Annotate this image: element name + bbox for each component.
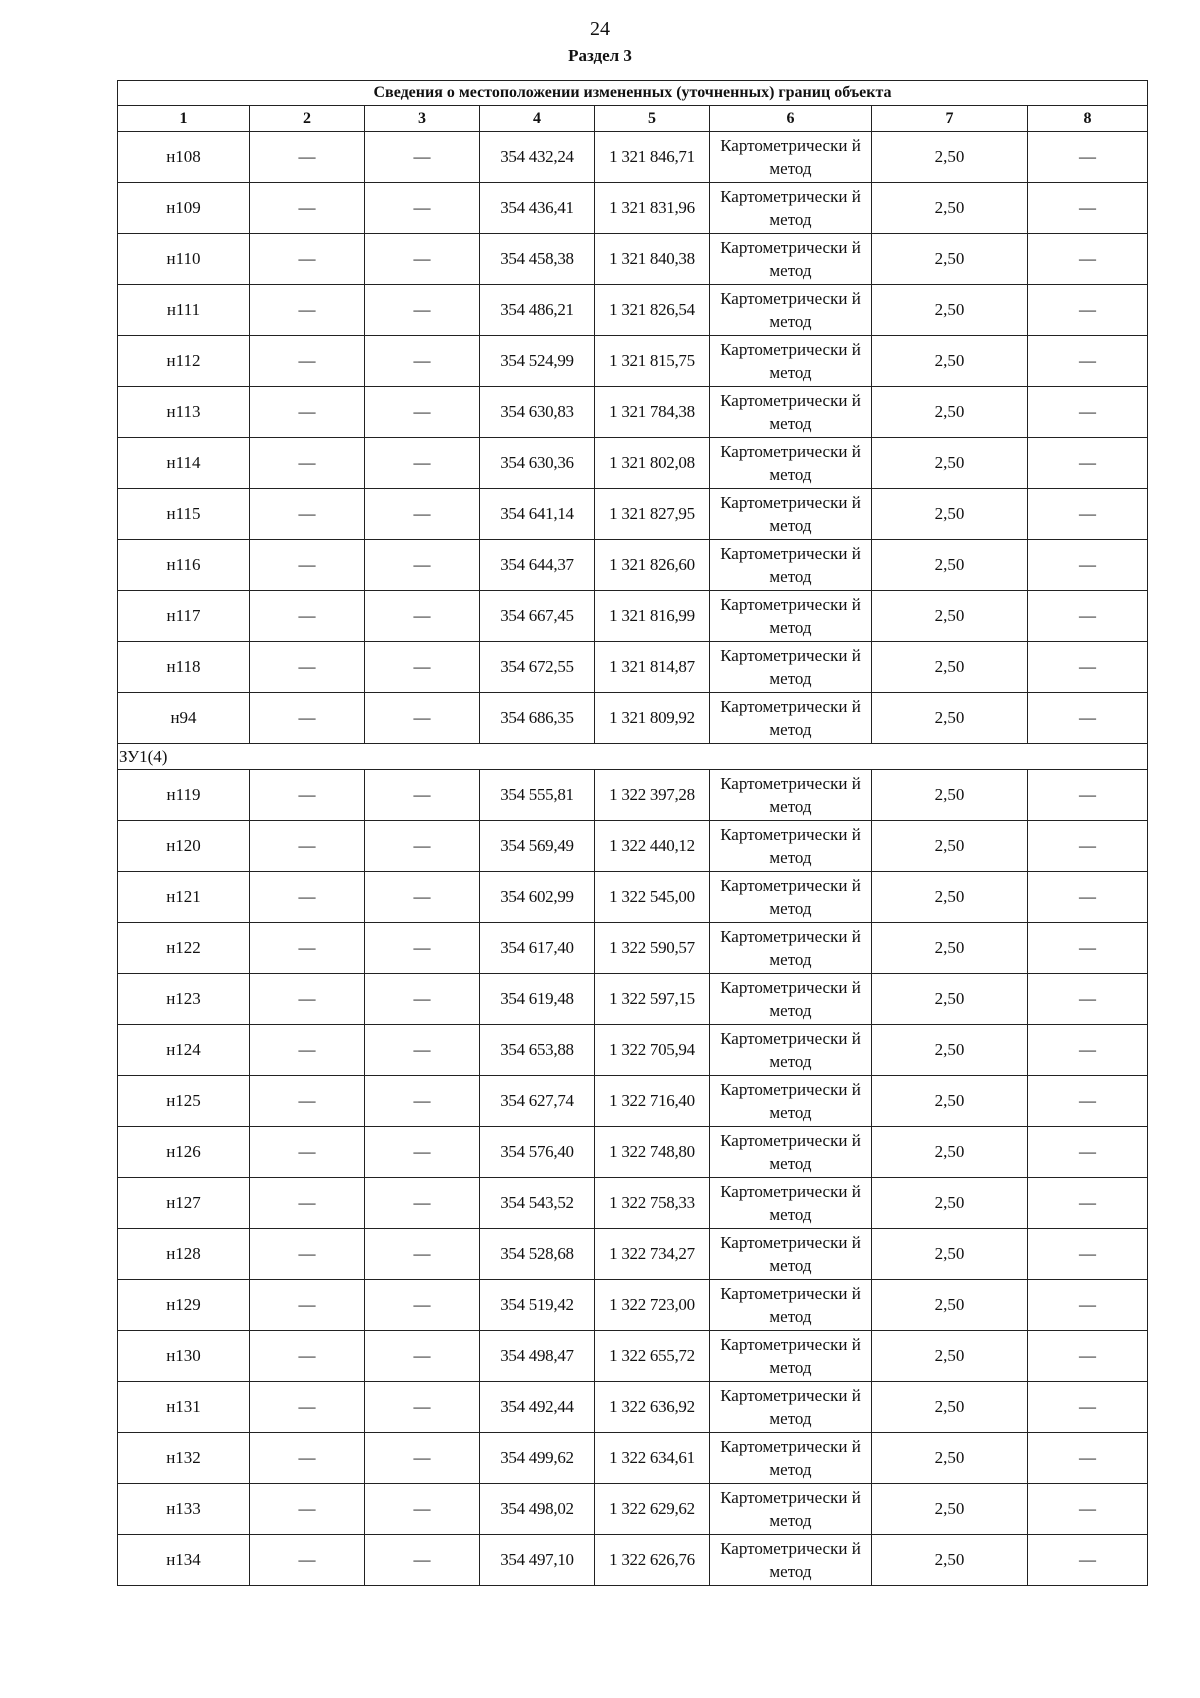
table-row <box>118 872 1148 923</box>
point-cell: н120 <box>118 821 250 872</box>
x-coordinate-cell: 354 555,81 <box>480 770 595 821</box>
y-coordinate-cell: 1 322 440,12 <box>595 821 710 872</box>
column-2-cell: — <box>250 872 365 923</box>
accuracy-cell: 2,50 <box>872 1229 1028 1280</box>
column-2-cell: — <box>250 1433 365 1484</box>
column-2-cell: — <box>250 489 365 540</box>
table-row <box>118 974 1148 1025</box>
accuracy-cell: 2,50 <box>872 1535 1028 1586</box>
x-coordinate-cell: 354 576,40 <box>480 1127 595 1178</box>
table-row <box>118 821 1148 872</box>
column-2-cell: — <box>250 591 365 642</box>
point-cell: н115 <box>118 489 250 540</box>
column-2-cell: — <box>250 1280 365 1331</box>
method-cell: Картометрически й метод <box>710 1382 872 1433</box>
x-coordinate-cell: 354 499,62 <box>480 1433 595 1484</box>
x-coordinate-cell: 354 653,88 <box>480 1025 595 1076</box>
column-2-cell: — <box>250 1331 365 1382</box>
point-cell: н122 <box>118 923 250 974</box>
point-cell: н110 <box>118 234 250 285</box>
table-body <box>118 132 1148 1586</box>
column-3-cell: — <box>365 489 480 540</box>
table-row <box>118 642 1148 693</box>
column-8-cell: — <box>1028 1076 1148 1127</box>
point-cell: н124 <box>118 1025 250 1076</box>
method-cell: Картометрически й метод <box>710 285 872 336</box>
accuracy-cell: 2,50 <box>872 1178 1028 1229</box>
group-label: ЗУ1(4) <box>118 744 1148 770</box>
column-3-cell: — <box>365 1229 480 1280</box>
column-8-cell: — <box>1028 1382 1148 1433</box>
y-coordinate-cell: 1 322 629,62 <box>595 1484 710 1535</box>
y-coordinate-cell: 1 322 626,76 <box>595 1535 710 1586</box>
column-2-cell: — <box>250 540 365 591</box>
column-2-cell: — <box>250 923 365 974</box>
method-cell: Картометрически й метод <box>710 821 872 872</box>
column-8-cell: — <box>1028 821 1148 872</box>
point-cell: н125 <box>118 1076 250 1127</box>
point-cell: н128 <box>118 1229 250 1280</box>
column-8-cell: — <box>1028 974 1148 1025</box>
method-cell: Картометрически й метод <box>710 183 872 234</box>
x-coordinate-cell: 354 617,40 <box>480 923 595 974</box>
column-2-cell: — <box>250 387 365 438</box>
accuracy-cell: 2,50 <box>872 923 1028 974</box>
y-coordinate-cell: 1 322 397,28 <box>595 770 710 821</box>
point-cell: н108 <box>118 132 250 183</box>
accuracy-cell: 2,50 <box>872 1127 1028 1178</box>
column-8-cell: — <box>1028 1229 1148 1280</box>
accuracy-cell: 2,50 <box>872 336 1028 387</box>
y-coordinate-cell: 1 321 827,95 <box>595 489 710 540</box>
table-row <box>118 1127 1148 1178</box>
y-coordinate-cell: 1 322 545,00 <box>595 872 710 923</box>
x-coordinate-cell: 354 498,47 <box>480 1331 595 1382</box>
table-row <box>118 489 1148 540</box>
table-row <box>118 1484 1148 1535</box>
column-number: 1 <box>118 106 250 132</box>
table-row <box>118 1331 1148 1382</box>
table-row <box>118 770 1148 821</box>
x-coordinate-cell: 354 686,35 <box>480 693 595 744</box>
x-coordinate-cell: 354 432,24 <box>480 132 595 183</box>
table-row <box>118 438 1148 489</box>
point-cell: н133 <box>118 1484 250 1535</box>
accuracy-cell: 2,50 <box>872 872 1028 923</box>
column-2-cell: — <box>250 1076 365 1127</box>
column-2-cell: — <box>250 1229 365 1280</box>
column-8-cell: — <box>1028 1535 1148 1586</box>
accuracy-cell: 2,50 <box>872 642 1028 693</box>
y-coordinate-cell: 1 321 784,38 <box>595 387 710 438</box>
point-cell: н111 <box>118 285 250 336</box>
column-3-cell: — <box>365 285 480 336</box>
accuracy-cell: 2,50 <box>872 770 1028 821</box>
point-cell: н117 <box>118 591 250 642</box>
column-3-cell: — <box>365 1484 480 1535</box>
table-caption: Сведения о местоположении измененных (уточненных) границ объекта <box>118 81 1148 106</box>
x-coordinate-cell: 354 524,99 <box>480 336 595 387</box>
column-2-cell: — <box>250 1535 365 1586</box>
column-2-cell: — <box>250 1484 365 1535</box>
y-coordinate-cell: 1 322 734,27 <box>595 1229 710 1280</box>
accuracy-cell: 2,50 <box>872 1484 1028 1535</box>
column-2-cell: — <box>250 821 365 872</box>
method-cell: Картометрически й метод <box>710 1484 872 1535</box>
column-3-cell: — <box>365 923 480 974</box>
x-coordinate-cell: 354 497,10 <box>480 1535 595 1586</box>
method-cell: Картометрически й метод <box>710 591 872 642</box>
y-coordinate-cell: 1 321 846,71 <box>595 132 710 183</box>
y-coordinate-cell: 1 321 802,08 <box>595 438 710 489</box>
y-coordinate-cell: 1 322 723,00 <box>595 1280 710 1331</box>
x-coordinate-cell: 354 672,55 <box>480 642 595 693</box>
y-coordinate-cell: 1 321 840,38 <box>595 234 710 285</box>
y-coordinate-cell: 1 321 809,92 <box>595 693 710 744</box>
column-2-cell: — <box>250 642 365 693</box>
column-8-cell: — <box>1028 591 1148 642</box>
point-cell: н130 <box>118 1331 250 1382</box>
column-3-cell: — <box>365 770 480 821</box>
page-number: 24 <box>590 18 610 40</box>
y-coordinate-cell: 1 322 716,40 <box>595 1076 710 1127</box>
method-cell: Картометрически й метод <box>710 642 872 693</box>
table-row <box>118 1382 1148 1433</box>
x-coordinate-cell: 354 486,21 <box>480 285 595 336</box>
column-3-cell: — <box>365 821 480 872</box>
x-coordinate-cell: 354 619,48 <box>480 974 595 1025</box>
column-3-cell: — <box>365 1331 480 1382</box>
column-2-cell: — <box>250 974 365 1025</box>
point-cell: н116 <box>118 540 250 591</box>
column-number: 8 <box>1028 106 1148 132</box>
method-cell: Картометрически й метод <box>710 336 872 387</box>
point-cell: н113 <box>118 387 250 438</box>
column-number: 3 <box>365 106 480 132</box>
column-8-cell: — <box>1028 540 1148 591</box>
x-coordinate-cell: 354 519,42 <box>480 1280 595 1331</box>
x-coordinate-cell: 354 569,49 <box>480 821 595 872</box>
column-3-cell: — <box>365 872 480 923</box>
y-coordinate-cell: 1 322 758,33 <box>595 1178 710 1229</box>
column-8-cell: — <box>1028 438 1148 489</box>
column-2-cell: — <box>250 770 365 821</box>
point-cell: н112 <box>118 336 250 387</box>
column-3-cell: — <box>365 974 480 1025</box>
column-3-cell: — <box>365 540 480 591</box>
column-3-cell: — <box>365 1025 480 1076</box>
point-cell: н134 <box>118 1535 250 1586</box>
table-row <box>118 285 1148 336</box>
point-cell: н119 <box>118 770 250 821</box>
table-row <box>118 183 1148 234</box>
column-3-cell: — <box>365 1535 480 1586</box>
table-row <box>118 1535 1148 1586</box>
accuracy-cell: 2,50 <box>872 1076 1028 1127</box>
column-8-cell: — <box>1028 770 1148 821</box>
column-number-row <box>118 106 1148 132</box>
column-2-cell: — <box>250 132 365 183</box>
x-coordinate-cell: 354 627,74 <box>480 1076 595 1127</box>
method-cell: Картометрически й метод <box>710 1076 872 1127</box>
column-8-cell: — <box>1028 1331 1148 1382</box>
method-cell: Картометрически й метод <box>710 1535 872 1586</box>
method-cell: Картометрически й метод <box>710 387 872 438</box>
column-3-cell: — <box>365 591 480 642</box>
column-3-cell: — <box>365 183 480 234</box>
column-8-cell: — <box>1028 285 1148 336</box>
x-coordinate-cell: 354 667,45 <box>480 591 595 642</box>
accuracy-cell: 2,50 <box>872 387 1028 438</box>
column-3-cell: — <box>365 132 480 183</box>
column-3-cell: — <box>365 438 480 489</box>
method-cell: Картометрически й метод <box>710 872 872 923</box>
column-8-cell: — <box>1028 872 1148 923</box>
accuracy-cell: 2,50 <box>872 540 1028 591</box>
column-8-cell: — <box>1028 1484 1148 1535</box>
column-2-cell: — <box>250 1025 365 1076</box>
x-coordinate-cell: 354 528,68 <box>480 1229 595 1280</box>
y-coordinate-cell: 1 322 655,72 <box>595 1331 710 1382</box>
column-8-cell: — <box>1028 1433 1148 1484</box>
y-coordinate-cell: 1 322 748,80 <box>595 1127 710 1178</box>
column-3-cell: — <box>365 387 480 438</box>
table-row <box>118 234 1148 285</box>
accuracy-cell: 2,50 <box>872 1025 1028 1076</box>
accuracy-cell: 2,50 <box>872 489 1028 540</box>
accuracy-cell: 2,50 <box>872 285 1028 336</box>
table-row <box>118 1280 1148 1331</box>
method-cell: Картометрически й метод <box>710 1331 872 1382</box>
column-2-cell: — <box>250 1382 365 1433</box>
column-8-cell: — <box>1028 923 1148 974</box>
y-coordinate-cell: 1 322 597,15 <box>595 974 710 1025</box>
accuracy-cell: 2,50 <box>872 132 1028 183</box>
table-row <box>118 923 1148 974</box>
column-number: 2 <box>250 106 365 132</box>
x-coordinate-cell: 354 644,37 <box>480 540 595 591</box>
method-cell: Картометрически й метод <box>710 540 872 591</box>
column-2-cell: — <box>250 285 365 336</box>
x-coordinate-cell: 354 498,02 <box>480 1484 595 1535</box>
column-3-cell: — <box>365 1127 480 1178</box>
x-coordinate-cell: 354 641,14 <box>480 489 595 540</box>
accuracy-cell: 2,50 <box>872 438 1028 489</box>
column-3-cell: — <box>365 693 480 744</box>
accuracy-cell: 2,50 <box>872 974 1028 1025</box>
column-3-cell: — <box>365 1433 480 1484</box>
table-row <box>118 693 1148 744</box>
column-8-cell: — <box>1028 132 1148 183</box>
column-3-cell: — <box>365 1178 480 1229</box>
y-coordinate-cell: 1 321 814,87 <box>595 642 710 693</box>
column-3-cell: — <box>365 1076 480 1127</box>
accuracy-cell: 2,50 <box>872 183 1028 234</box>
column-3-cell: — <box>365 234 480 285</box>
coordinates-table <box>117 80 1148 1586</box>
point-cell: н127 <box>118 1178 250 1229</box>
method-cell: Картометрически й метод <box>710 974 872 1025</box>
y-coordinate-cell: 1 321 816,99 <box>595 591 710 642</box>
x-coordinate-cell: 354 492,44 <box>480 1382 595 1433</box>
x-coordinate-cell: 354 543,52 <box>480 1178 595 1229</box>
column-8-cell: — <box>1028 1127 1148 1178</box>
method-cell: Картометрически й метод <box>710 234 872 285</box>
point-cell: н109 <box>118 183 250 234</box>
column-2-cell: — <box>250 1178 365 1229</box>
point-cell: н94 <box>118 693 250 744</box>
column-2-cell: — <box>250 438 365 489</box>
point-cell: н118 <box>118 642 250 693</box>
column-2-cell: — <box>250 336 365 387</box>
x-coordinate-cell: 354 436,41 <box>480 183 595 234</box>
column-8-cell: — <box>1028 336 1148 387</box>
point-cell: н129 <box>118 1280 250 1331</box>
accuracy-cell: 2,50 <box>872 693 1028 744</box>
table-row <box>118 1025 1148 1076</box>
table-row <box>118 132 1148 183</box>
point-cell: н123 <box>118 974 250 1025</box>
table-row <box>118 387 1148 438</box>
point-cell: н114 <box>118 438 250 489</box>
method-cell: Картометрически й метод <box>710 923 872 974</box>
group-row <box>118 744 1148 770</box>
method-cell: Картометрически й метод <box>710 1025 872 1076</box>
method-cell: Картометрически й метод <box>710 1280 872 1331</box>
method-cell: Картометрически й метод <box>710 1178 872 1229</box>
x-coordinate-cell: 354 602,99 <box>480 872 595 923</box>
column-number: 6 <box>710 106 872 132</box>
method-cell: Картометрически й метод <box>710 1229 872 1280</box>
table-row <box>118 540 1148 591</box>
column-number: 7 <box>872 106 1028 132</box>
table-row <box>118 1178 1148 1229</box>
column-8-cell: — <box>1028 234 1148 285</box>
column-8-cell: — <box>1028 387 1148 438</box>
y-coordinate-cell: 1 321 815,75 <box>595 336 710 387</box>
column-3-cell: — <box>365 1280 480 1331</box>
table-row <box>118 336 1148 387</box>
column-3-cell: — <box>365 336 480 387</box>
table-row <box>118 1229 1148 1280</box>
column-8-cell: — <box>1028 642 1148 693</box>
method-cell: Картометрически й метод <box>710 1127 872 1178</box>
column-2-cell: — <box>250 1127 365 1178</box>
column-3-cell: — <box>365 642 480 693</box>
point-cell: н121 <box>118 872 250 923</box>
point-cell: н132 <box>118 1433 250 1484</box>
accuracy-cell: 2,50 <box>872 821 1028 872</box>
y-coordinate-cell: 1 322 590,57 <box>595 923 710 974</box>
table-row <box>118 1433 1148 1484</box>
method-cell: Картометрически й метод <box>710 132 872 183</box>
column-8-cell: — <box>1028 1025 1148 1076</box>
table-row <box>118 591 1148 642</box>
accuracy-cell: 2,50 <box>872 234 1028 285</box>
column-8-cell: — <box>1028 183 1148 234</box>
accuracy-cell: 2,50 <box>872 1433 1028 1484</box>
y-coordinate-cell: 1 321 826,54 <box>595 285 710 336</box>
method-cell: Картометрически й метод <box>710 770 872 821</box>
method-cell: Картометрически й метод <box>710 1433 872 1484</box>
column-2-cell: — <box>250 693 365 744</box>
column-3-cell: — <box>365 1382 480 1433</box>
column-8-cell: — <box>1028 1280 1148 1331</box>
section-title: Раздел 3 <box>568 46 632 65</box>
y-coordinate-cell: 1 321 831,96 <box>595 183 710 234</box>
point-cell: н131 <box>118 1382 250 1433</box>
accuracy-cell: 2,50 <box>872 1382 1028 1433</box>
y-coordinate-cell: 1 322 634,61 <box>595 1433 710 1484</box>
y-coordinate-cell: 1 322 705,94 <box>595 1025 710 1076</box>
x-coordinate-cell: 354 630,36 <box>480 438 595 489</box>
column-number: 4 <box>480 106 595 132</box>
point-cell: н126 <box>118 1127 250 1178</box>
column-8-cell: — <box>1028 489 1148 540</box>
method-cell: Картометрически й метод <box>710 489 872 540</box>
y-coordinate-cell: 1 322 636,92 <box>595 1382 710 1433</box>
y-coordinate-cell: 1 321 826,60 <box>595 540 710 591</box>
column-number: 5 <box>595 106 710 132</box>
column-2-cell: — <box>250 234 365 285</box>
column-8-cell: — <box>1028 693 1148 744</box>
accuracy-cell: 2,50 <box>872 591 1028 642</box>
column-8-cell: — <box>1028 1178 1148 1229</box>
table-row <box>118 1076 1148 1127</box>
method-cell: Картометрически й метод <box>710 438 872 489</box>
accuracy-cell: 2,50 <box>872 1331 1028 1382</box>
x-coordinate-cell: 354 458,38 <box>480 234 595 285</box>
x-coordinate-cell: 354 630,83 <box>480 387 595 438</box>
accuracy-cell: 2,50 <box>872 1280 1028 1331</box>
column-2-cell: — <box>250 183 365 234</box>
method-cell: Картометрически й метод <box>710 693 872 744</box>
